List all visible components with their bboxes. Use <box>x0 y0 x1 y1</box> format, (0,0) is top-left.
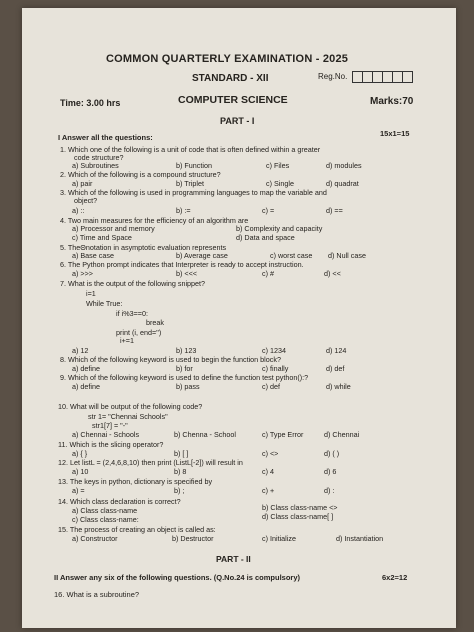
question-10: 10. What will be output of the following code? <box>58 402 203 411</box>
q9-option-c: c) def <box>262 382 280 391</box>
code-line-6: i+=1 <box>120 336 134 345</box>
q11-option-a: a) { } <box>72 449 88 458</box>
q1-option-b: b) Function <box>176 161 212 170</box>
q4-option-b: b) Complexity and capacity <box>236 224 323 233</box>
q6-option-a: a) >>> <box>72 269 93 278</box>
time-label: Time: 3.00 hrs <box>60 98 121 108</box>
q14-option-a: a) Class class-name <box>72 506 138 515</box>
question-12: 12. Let listL = (2,4,6,8,10) then print (ListL[-2]) will result in <box>58 458 243 467</box>
q12-option-b: b) 8 <box>174 467 187 476</box>
q15-option-c: c) Initialize <box>262 534 296 543</box>
question-15: 15. The process of creating an object is called as: <box>58 525 216 534</box>
q10-option-c: c) Type Error <box>262 430 304 439</box>
q8-option-a: a) define <box>72 364 100 373</box>
reg-no-field <box>318 71 413 83</box>
q7-option-a: a) 12 <box>72 346 89 355</box>
question-6: 6. The Python prompt indicates that Interpreter is ready to accept instruction. <box>60 260 304 269</box>
question-5: 5. TheΘnotation in asymptotic evaluation represents <box>60 243 227 252</box>
subject-label: COMPUTER SCIENCE <box>178 94 288 106</box>
q5-option-a: a) Base case <box>72 251 114 260</box>
code-line-5: print (i, end='') <box>116 328 162 337</box>
section-two-marks: 6x2=12 <box>382 573 408 582</box>
q7-option-b: b) 123 <box>176 346 197 355</box>
q7-option-d: d) 124 <box>326 346 347 355</box>
code-line-4: break <box>146 318 164 327</box>
q15-option-b: b) Destructor <box>172 534 214 543</box>
q6-option-c: c) # <box>262 269 274 278</box>
q12-option-a: a) 10 <box>72 467 89 476</box>
code-line-3: if i%3==0: <box>116 309 148 318</box>
q12-option-d: d) 6 <box>324 467 337 476</box>
q9-option-b: b) pass <box>176 382 200 391</box>
q4-option-d: d) Data and space <box>236 233 295 242</box>
q1-option-a: a) Subroutines <box>72 161 119 170</box>
exam-title: COMMON QUARTERLY EXAMINATION - 2025 <box>106 53 349 65</box>
q14-option-d: d) Class class-name[ ] <box>262 512 334 521</box>
q14-option-c: c) Class class-name: <box>72 515 139 524</box>
q3-option-d: d) == <box>326 206 343 215</box>
q6-option-d: d) << <box>324 269 341 278</box>
q8-option-c: c) finally <box>262 364 289 373</box>
q12-option-c: c) 4 <box>262 467 274 476</box>
section-one-instruction: I Answer all the questions: <box>58 133 153 142</box>
marks-label: Marks:70 <box>370 96 414 107</box>
question-1-line-2: code structure? <box>74 153 124 162</box>
q8-option-d: d) def <box>326 364 345 373</box>
q15-option-a: a) Constructor <box>72 534 118 543</box>
q3-option-b: b) := <box>176 206 191 215</box>
question-11: 11. Which is the slicing operator? <box>58 440 164 449</box>
question-13: 13. The keys in python, dictionary is specified by <box>58 477 213 486</box>
q8-option-b: b) for <box>176 364 193 373</box>
reg-no-label: Reg.No. <box>318 72 348 82</box>
question-14: 14. Which class declaration is correct? <box>58 497 181 506</box>
q5-option-b: b) Average case <box>176 251 228 260</box>
q11-option-c: c) <> <box>262 449 279 458</box>
q10-option-b: b) Chenna - School <box>174 430 236 439</box>
q2-option-d: d) quadrat <box>326 179 359 188</box>
q4-option-c: c) Time and Space <box>72 233 132 242</box>
question-1-line-1: 1. Which one of the following is a unit of code that is often defined within a greater <box>60 145 321 154</box>
q9-option-a: a) define <box>72 382 100 391</box>
q2-option-c: c) Single <box>266 179 294 188</box>
q10-code-line-1: str 1= "Chennai Schools" <box>88 412 168 421</box>
part-one-title: PART - I <box>220 116 255 126</box>
q3-option-c: c) = <box>262 206 275 215</box>
q1-option-c: c) Files <box>266 161 290 170</box>
q11-option-d: d) ( ) <box>324 449 340 458</box>
question-4: 4. Two main measures for the efficiency of an algorithm are <box>60 216 249 225</box>
q10-option-d: d) Chennai <box>324 430 360 439</box>
q10-code-line-2: str1[7] = "-" <box>92 421 128 430</box>
q13-option-b: b) ; <box>174 486 185 495</box>
reg-no-boxes <box>353 72 413 81</box>
code-line-1: i=1 <box>86 289 96 298</box>
q6-option-b: b) <<< <box>176 269 197 278</box>
question-8: 8. Which of the following keyword is used to begin the function block? <box>60 355 281 364</box>
q2-option-a: a) pair <box>72 179 93 188</box>
q9-option-d: d) while <box>326 382 351 391</box>
q15-option-d: d) Instantiation <box>336 534 384 543</box>
q7-option-c: c) 1234 <box>262 346 286 355</box>
exam-paper <box>22 8 456 628</box>
question-2: 2. Which of the following is a compound structure? <box>60 170 221 179</box>
q13-option-c: c) + <box>262 486 275 495</box>
part-two-title: PART - II <box>216 554 251 564</box>
q13-option-d: d) : <box>324 486 335 495</box>
q5-option-c: c) worst case <box>270 251 313 260</box>
question-3-line-1: 3. Which of the following is used in programming languages to map the variable and <box>60 188 327 197</box>
q2-option-b: b) Triplet <box>176 179 204 188</box>
standard-label: STANDARD - XII <box>192 73 269 84</box>
question-3-line-2: object? <box>74 196 98 205</box>
q11-option-b: b) [ ] <box>174 449 189 458</box>
code-line-2: While True: <box>86 299 123 308</box>
q14-option-b: b) Class class-name <> <box>262 503 338 512</box>
q4-option-a: a) Processor and memory <box>72 224 155 233</box>
q10-option-a: a) Chennai - Schools <box>72 430 140 439</box>
question-16: 16. What is a subroutine? <box>54 590 140 599</box>
question-9: 9. Which of the following keyword is used to define the function test python():? <box>60 373 309 382</box>
section-two-instruction: II Answer any six of the following questions. (Q.No.24 is compulsory) <box>54 573 301 582</box>
section-one-marks: 15x1=15 <box>380 129 410 138</box>
q13-option-a: a) = <box>72 486 85 495</box>
q3-option-a: a) :: <box>72 206 85 215</box>
question-7: 7. What is the output of the following snippet? <box>60 279 206 288</box>
q1-option-d: d) modules <box>326 161 362 170</box>
q5-option-d: d) Null case <box>328 251 366 260</box>
